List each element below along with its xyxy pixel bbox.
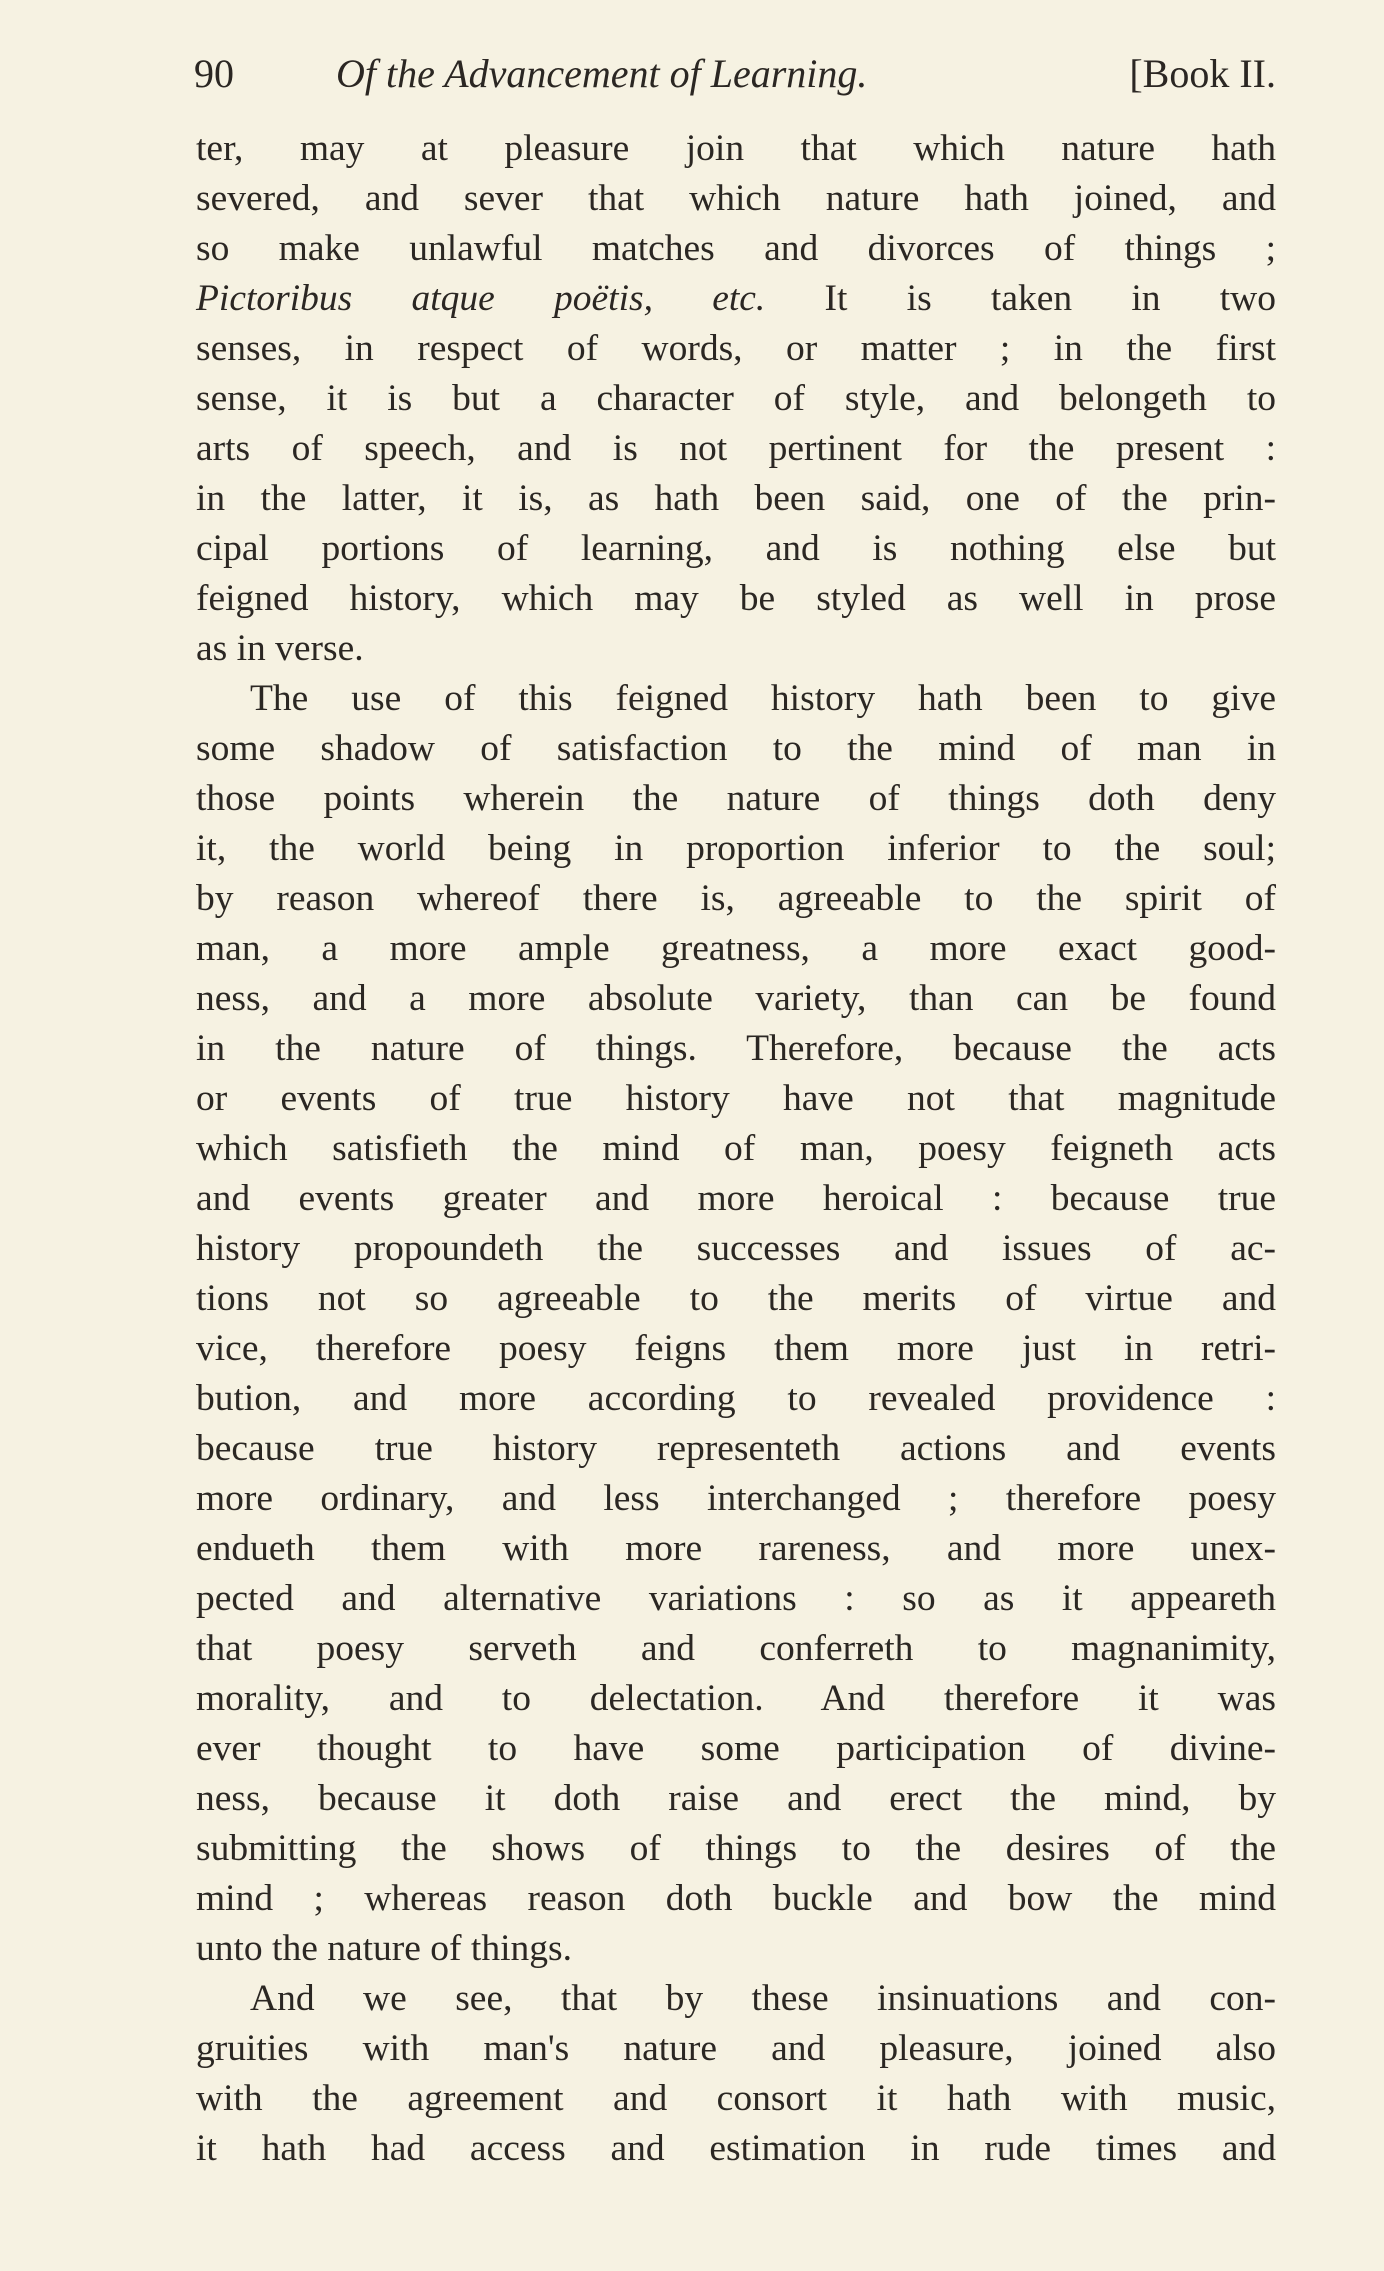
text-line: by reason whereof there is, agreeable to the spirit of [196, 878, 1276, 919]
text-line: sense, it is but a character of style, and belongeth to [196, 378, 1276, 419]
text-line: feigned history, which may be styled as well in prose [196, 578, 1276, 619]
text-line: The use of this feigned history hath been to give [250, 678, 1276, 719]
text-line: history propoundeth the successes and issues of ac- [196, 1228, 1276, 1269]
body-text [196, 124, 1276, 2174]
text-line: gruities with man's nature and pleasure, joined also [196, 2028, 1276, 2069]
text-line: cipal portions of learning, and is nothing else but [196, 528, 1276, 569]
text-line: morality, and to delectation. And therefore it was [196, 1678, 1276, 1719]
running-header [194, 44, 1276, 104]
text-line: submitting the shows of things to the desires of the [196, 1828, 1276, 1869]
text-line: more ordinary, and less interchanged ; therefore poesy [196, 1478, 1276, 1519]
text-line: those points wherein the nature of things doth deny [196, 778, 1276, 819]
text-line: it hath had access and estimation in rude times and [196, 2128, 1276, 2169]
text-line: ter, may at pleasure join that which nature hath [196, 128, 1276, 169]
text-line: And we see, that by these insinuations and con- [250, 1978, 1276, 2019]
text-line: unto the nature of things. [196, 1928, 572, 1969]
page-number: 90 [194, 51, 234, 96]
text-span: It is taken in two [824, 278, 1277, 319]
text-line: that poesy serveth and conferreth to magnanimity, [196, 1628, 1276, 1669]
text-line: with the agreement and consort it hath with music, [196, 2078, 1276, 2119]
text-line: senses, in respect of words, or matter ; in the first [196, 328, 1276, 369]
text-line: and events greater and more heroical : because true [196, 1178, 1276, 1219]
text-line: severed, and sever that which nature hath joined, and [196, 178, 1276, 219]
running-title: Of the Advancement of Learning. [336, 51, 868, 96]
text-line: mind ; whereas reason doth buckle and bow the mind [196, 1878, 1276, 1919]
text-line: so make unlawful matches and divorces of things ; [196, 228, 1276, 269]
text-line: some shadow of satisfaction to the mind of man in [196, 728, 1276, 769]
text-line: in the nature of things. Therefore, because the acts [196, 1028, 1276, 1069]
text-line: ever thought to have some participation of divine- [196, 1728, 1276, 1769]
text-line: arts of speech, and is not pertinent for the present : [196, 428, 1276, 469]
text-line: vice, therefore poesy feigns them more just in retri- [196, 1328, 1276, 1369]
text-line: tions not so agreeable to the merits of virtue and [196, 1278, 1276, 1319]
text-line: in the latter, it is, as hath been said, one of the prin- [196, 478, 1276, 519]
text-line: bution, and more according to revealed providence : [196, 1378, 1276, 1419]
text-line: because true history representeth actions and events [196, 1428, 1276, 1469]
text-line: as in verse. [196, 628, 364, 669]
text-line: ness, because it doth raise and erect the mind, by [196, 1778, 1276, 1819]
text-line: it, the world being in proportion inferior to the soul; [196, 828, 1276, 869]
text-line: endueth them with more rareness, and more unex- [196, 1528, 1276, 1569]
text-line [196, 274, 1276, 324]
italic-quote: Pictoribus atque poëtis, etc. [196, 278, 766, 319]
text-line: ness, and a more absolute variety, than can be found [196, 978, 1276, 1019]
text-line: which satisfieth the mind of man, poesy feigneth acts [196, 1128, 1276, 1169]
section-label: [Book II. [1129, 51, 1276, 96]
text-line: man, a more ample greatness, a more exact good- [196, 928, 1276, 969]
text-line: pected and alternative variations : so as it appeareth [196, 1578, 1276, 1619]
text-line: or events of true history have not that magnitude [196, 1078, 1276, 1119]
